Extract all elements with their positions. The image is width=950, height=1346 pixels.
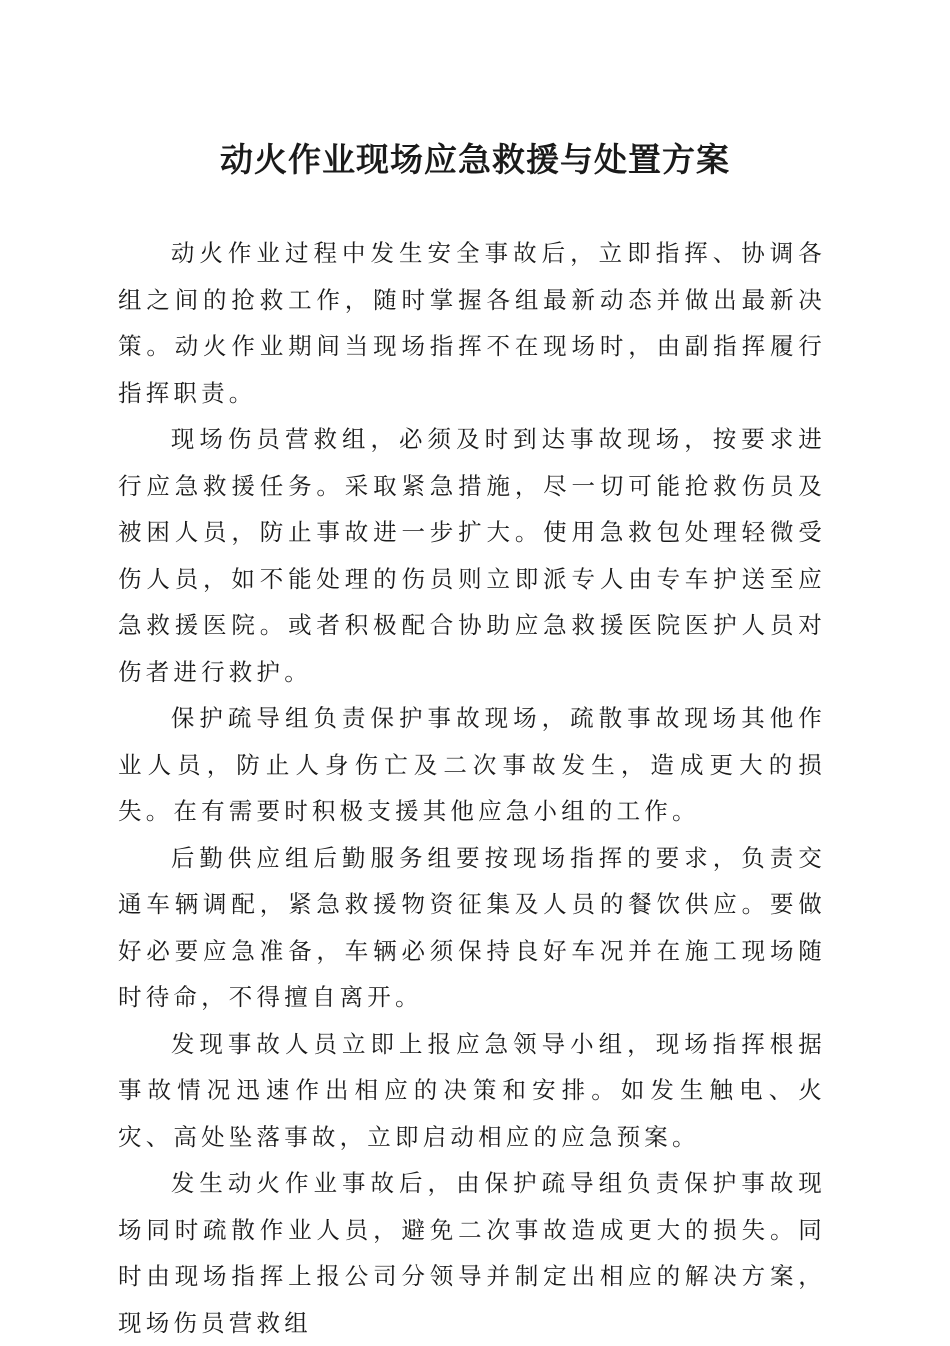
paragraph-logistics-group: 后勤供应组后勤服务组要按现场指挥的要求，负责交通车辆调配，紧急救援物资征集及人员的餐饮供应。要做好必要应急准备，车辆必须保持良好车况并在施工现场随时待命，不得擅自离开。	[118, 843, 826, 1011]
document-body	[118, 230, 826, 1346]
paragraph-post-accident: 发生动火作业事故后，由保护疏导组负责保护事故现场同时疏散作业人员，避免二次事故造成更大的损失。同时由现场指挥上报公司分领导并制定出相应的解决方案，现场伤员营救组	[118, 1169, 826, 1337]
paragraph-rescue-group: 现场伤员营救组，必须及时到达事故现场，按要求进行应急救援任务。采取紧急措施，尽一切可能抢救伤员及被困人员，防止事故进一步扩大。使用急救包处理轻微受伤人员，如不能处理的伤员则立即派专人由专车护送至应急救援医院。或者积极配合协助应急救援医院医护人员对伤者进行救护。	[118, 425, 826, 686]
paragraph-reporting: 发现事故人员立即上报应急领导小组，现场指挥根据事故情况迅速作出相应的决策和安排。如发生触电、火灾、高处坠落事故，立即启动相应的应急预案。	[118, 1029, 826, 1151]
paragraph-protection-group: 保护疏导组负责保护事故现场，疏散事故现场其他作业人员，防止人身伤亡及二次事故发生，造成更大的损失。在有需要时积极支援其他应急小组的工作。	[118, 704, 826, 825]
paragraph-command: 动火作业过程中发生安全事故后，立即指挥、协调各组之间的抢救工作，随时掌握各组最新动态并做出最新决策。动火作业期间当现场指挥不在现场时，由副指挥履行指挥职责。	[118, 239, 826, 407]
document-title: 动火作业现场应急救援与处置方案	[220, 140, 730, 179]
